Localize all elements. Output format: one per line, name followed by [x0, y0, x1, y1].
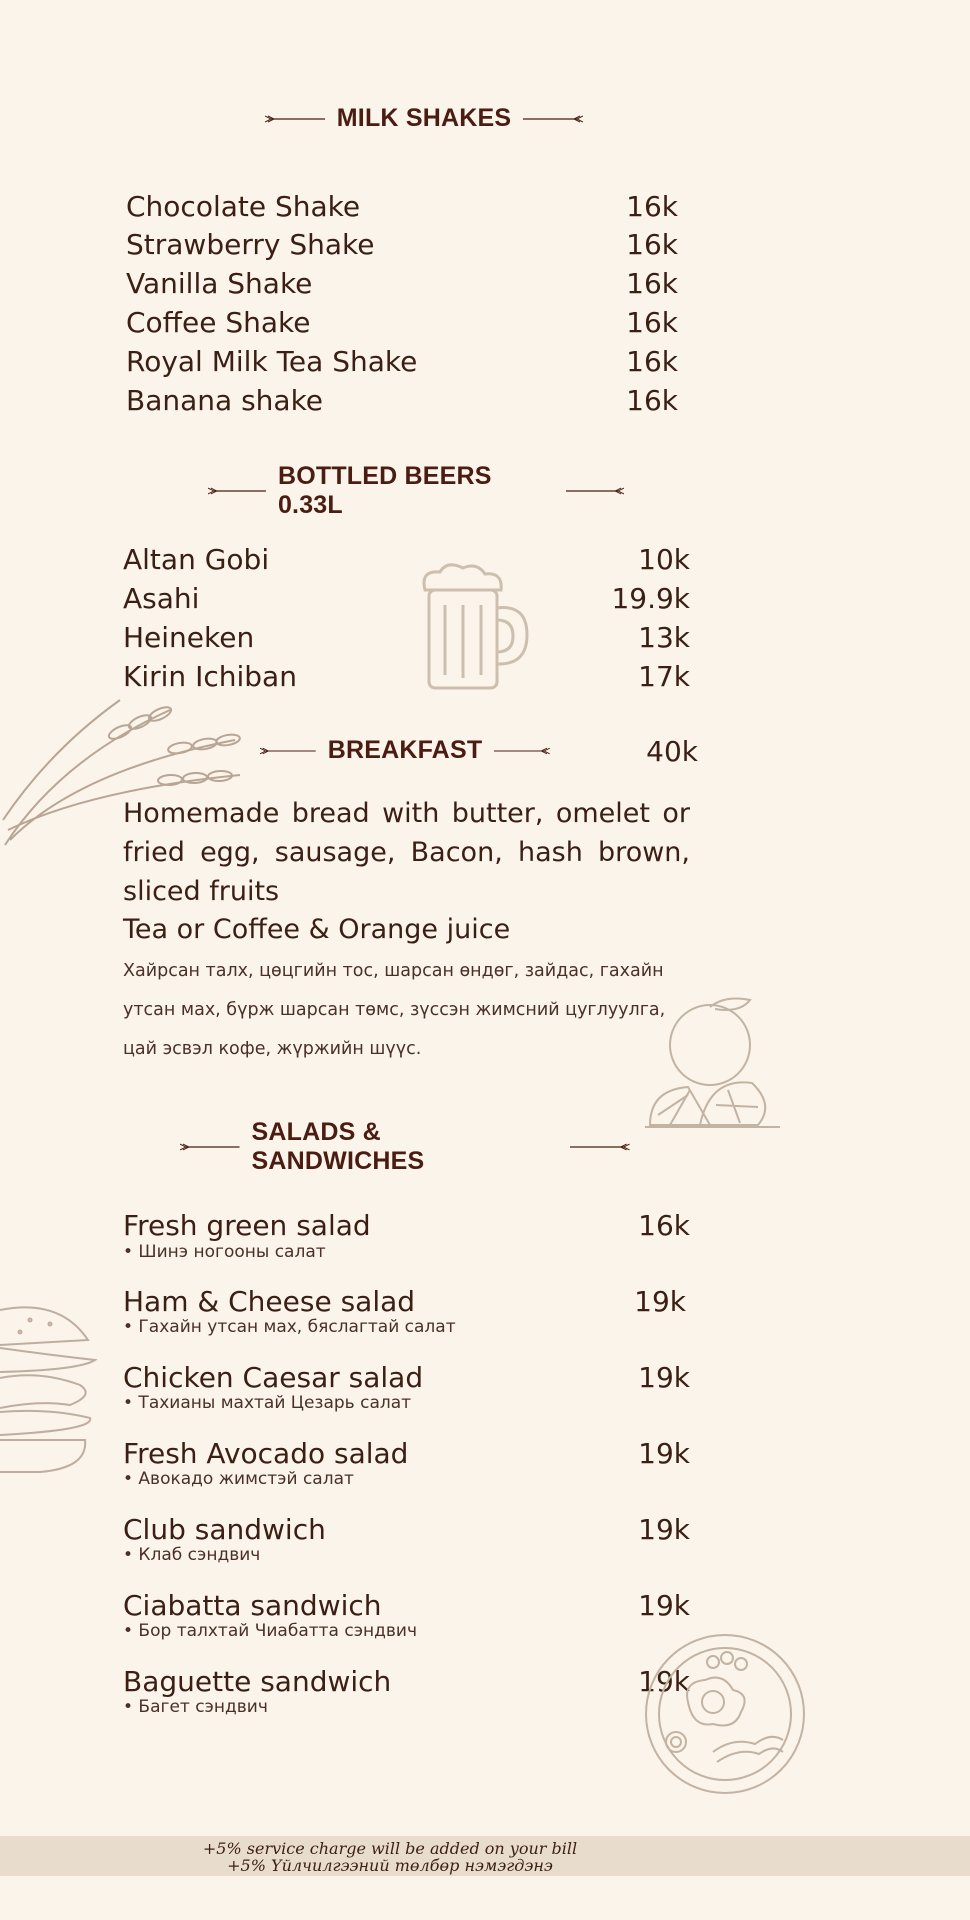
arrow-ornament-icon — [523, 114, 583, 124]
menu-item-price: 16k — [626, 306, 678, 339]
breakfast-drinks: Tea or Coffee & Orange juice — [123, 914, 511, 945]
burger-illustration — [0, 1300, 100, 1475]
menu-item-name: Kirin Ichiban — [123, 660, 297, 693]
breakfast-description-mn: Хайрсан талх, цөцгийн тос, шарсан өндөг, зайдас, гахайн — [123, 961, 664, 981]
menu-item-price: 16k — [638, 1209, 690, 1242]
arrow-ornament-icon — [265, 114, 325, 124]
breakfast-description: Homemade bread with butter, omelet or fried egg, sausage, Bacon, hash brown, sliced fruits — [123, 798, 690, 907]
menu-item-name: Ciabatta sandwich — [123, 1589, 382, 1622]
menu-item-name: Ham & Cheese salad — [123, 1285, 416, 1318]
breakfast-plate-illustration — [643, 1632, 808, 1797]
menu-item-subtitle: • Клаб сэндвич — [123, 1545, 261, 1565]
menu-item-price: 10k — [638, 543, 690, 576]
menu-item-name: Asahi — [123, 582, 200, 615]
section-title-text: BOTTLED BEERS 0.33L — [277, 462, 492, 519]
arrow-ornament-icon — [208, 486, 266, 496]
menu-item-name: Altan Gobi — [123, 543, 270, 576]
menu-item-price: 19k — [638, 1589, 690, 1622]
menu-item-name: Chicken Caesar salad — [123, 1361, 424, 1394]
menu-item-subtitle: • Гахайн утсан мах, бяслагтай салат — [123, 1317, 456, 1337]
breakfast-price: 40k — [646, 735, 698, 768]
section-title-milk-shakes — [264, 104, 584, 133]
menu-item-price: 19k — [634, 1285, 686, 1318]
arrow-ornament-icon — [180, 1142, 240, 1152]
menu-item-price: 16k — [626, 228, 678, 261]
menu-item-price: 19k — [638, 1361, 690, 1394]
menu-item-subtitle: • Бор талхтай Чиабатта сэндвич — [123, 1621, 418, 1641]
menu-item-subtitle: • Тахианы махтай Цезарь салат — [123, 1393, 412, 1413]
menu-item-name: Royal Milk Tea Shake — [126, 345, 418, 378]
arrow-ornament-icon — [570, 1142, 630, 1152]
menu-item-price: 13k — [638, 621, 690, 654]
menu-item-price: 16k — [626, 384, 678, 417]
menu-item-name: Strawberry Shake — [126, 228, 375, 261]
menu-item-price: 19k — [638, 1437, 690, 1470]
section-title-text: SALADS & SANDWICHES — [251, 1118, 425, 1175]
section-title-text: BREAKFAST — [327, 736, 483, 764]
menu-item-subtitle: • Авокадо жимстэй салат — [123, 1469, 354, 1489]
menu-item-name: Vanilla Shake — [126, 267, 313, 300]
arrow-ornament-icon — [260, 746, 316, 756]
menu-item-name: Banana shake — [126, 384, 324, 417]
menu-item-name: Heineken — [123, 621, 255, 654]
menu-item-price: 19k — [638, 1513, 690, 1546]
breakfast-description-mn: утсан мах, бүрж шарсан төмс, зүссэн жимсний цуглуулга, — [123, 1000, 666, 1020]
menu-item-price: 16k — [626, 345, 678, 378]
orange-illustration — [640, 995, 785, 1135]
section-title-text: MILK SHAKES — [336, 104, 512, 132]
menu-item-subtitle: • Багет сэндвич — [123, 1697, 268, 1717]
arrow-ornament-icon — [494, 746, 550, 756]
menu-item-subtitle: • Шинэ ногооны салат — [123, 1242, 326, 1262]
section-title-salads-sandwiches — [180, 1118, 630, 1176]
menu-item-name: Club sandwich — [123, 1513, 326, 1546]
menu-item-price: 17k — [638, 660, 690, 693]
section-title-bottled-beers — [208, 462, 624, 520]
menu-item-name: Fresh Avocado salad — [123, 1437, 409, 1470]
section-title-breakfast — [260, 736, 550, 765]
service-charge-note-mn: +5% Үйлчилгээний төлбөр нэмэгдэнэ — [227, 1856, 553, 1875]
menu-item-name: Coffee Shake — [126, 306, 311, 339]
menu-item-price: 16k — [626, 267, 678, 300]
breakfast-description-mn: цай эсвэл кофе, жүржийн шүүс. — [123, 1039, 422, 1059]
menu-item-name: Baguette sandwich — [123, 1665, 392, 1698]
service-charge-note: +5% service charge will be added on your bill — [202, 1839, 578, 1858]
arrow-ornament-icon — [566, 486, 624, 496]
menu-item-price: 16k — [626, 190, 678, 223]
menu-item-name: Chocolate Shake — [126, 190, 361, 223]
menu-item-name: Fresh green salad — [123, 1209, 371, 1242]
beer-mug-illustration — [415, 560, 540, 695]
menu-item-price: 19.9k — [611, 582, 690, 615]
menu-item-price: 19k — [638, 1665, 690, 1698]
